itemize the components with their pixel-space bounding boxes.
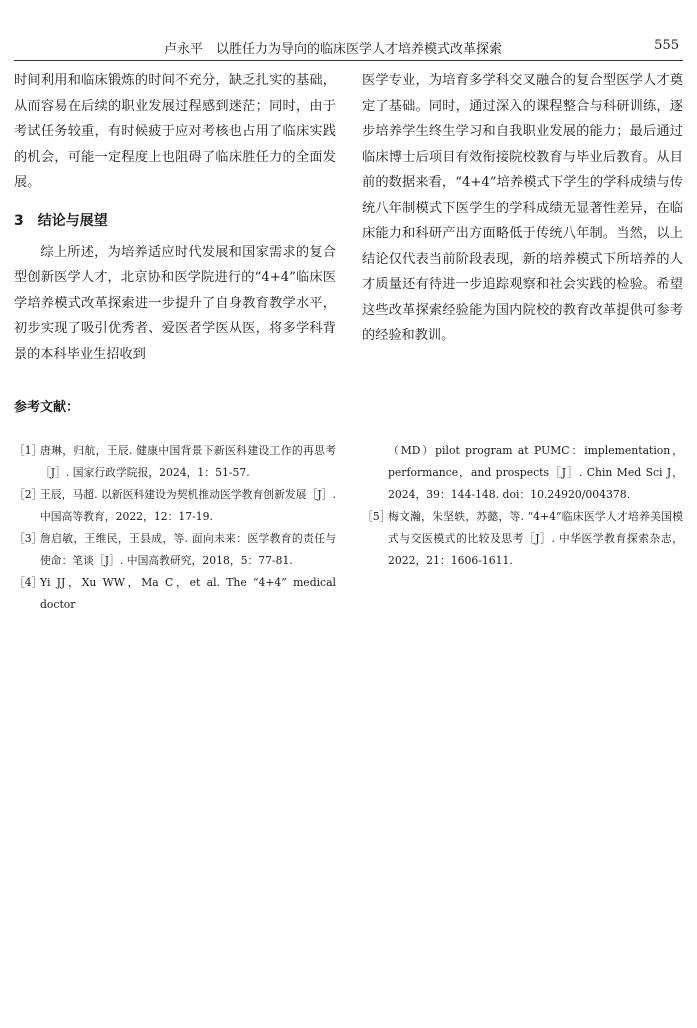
section-heading [14,210,336,232]
reference-continuation: （MD）pilot program at PUMC：implementation，performance，and prospects［J］. Chin Med Sci J，2024，39：144-148. doi：10.24920/004378. [388,444,683,501]
header-title: 卢永平 以胜任力为导向的临床医学人才培养模式改革探索 [164,42,503,57]
references-heading: 参考文献： [14,400,80,415]
reference-number: ［3］ [14,532,43,545]
references-left-column [14,440,336,616]
running-header [14,30,683,61]
reference-item [362,506,683,572]
reference-item [14,484,336,528]
reference-text: 詹启敏，王维民，王县成，等. 面向未来：医学教育的责任与使命：笔谈［J］. 中国高教研究，2018，5：77-81. [40,532,336,567]
body-paragraph: 综上所述，为培养适应时代发展和国家需求的复合型创新医学人才，北京协和医学院进行的“4+4”临床医学培养模式改革探索进一步提升了自身教育教学水平，初步实现了吸引优秀者、爱医者学医从医，将多学科背景的本科毕业生招收到 [14,244,336,362]
reference-item [14,572,336,616]
body-paragraph: 医学专业，为培育多学科交叉融合的复合型医学人才奠定了基础。同时，通过深入的课程整合与科研训练，逐步培养学生终生学习和自我职业发展的能力；最后通过临床博士后项目有效衔接院校教育与毕业后教育。从目前的数据来看，“4+4”培养模式下学生的学科成绩与传统八年制模式下医学生的学科成绩无显著性差异，在临床能力和科研产出方面略低于传统八年制。当然，以上结论仅代表当前阶段表现，新的培养模式下所培养的人才质量还有待进一步追踪观察和社会实践的检验。希望这些改革探索经验能为国内院校的教育改革提供可参考的经验和教训。 [362,73,683,343]
reference-text: 梅文瀚，朱坚轶，苏懿，等. “4+4”临床医学人才培养美国模式与交医模式的比较及思考［J］. 中华医学教育探索杂志，2022，21：1606-1611. [388,510,683,567]
body-paragraph: 时间利用和临床锻炼的时间不充分，缺乏扎实的基础，从而容易在后续的职业发展过程感到迷茫；同时，由于考试任务较重，有时候疲于应对考核也占用了临床实践的机会，可能一定程度上也阻碍了临床胜任力的全面发展。 [14,73,336,190]
reference-item [14,440,336,484]
reference-text: 王辰，马超. 以新医科建设为契机推动医学教育创新发展［J］. 中国高等教育，2022，12：17-19. [40,488,336,523]
reference-number: ［5］ [362,510,391,523]
reference-number: ［1］ [14,444,43,457]
references-right-column [362,440,683,572]
page-number: 555 [654,38,679,53]
reference-text: Yi JJ，Xu WW，Ma C，et al. The “4+4” medical doctor [40,576,336,611]
section-number: 3 [14,212,24,229]
reference-text: 唐琳，归航，王辰. 健康中国背景下新医科建设工作的再思考［J］. 国家行政学院报，2024，1：51-57. [40,444,336,479]
left-column [14,68,336,367]
right-column [362,68,683,349]
reference-item [14,528,336,572]
reference-number: ［4］ [14,576,43,589]
section-title: 结论与展望 [37,212,108,229]
reference-number: ［2］ [14,488,43,501]
